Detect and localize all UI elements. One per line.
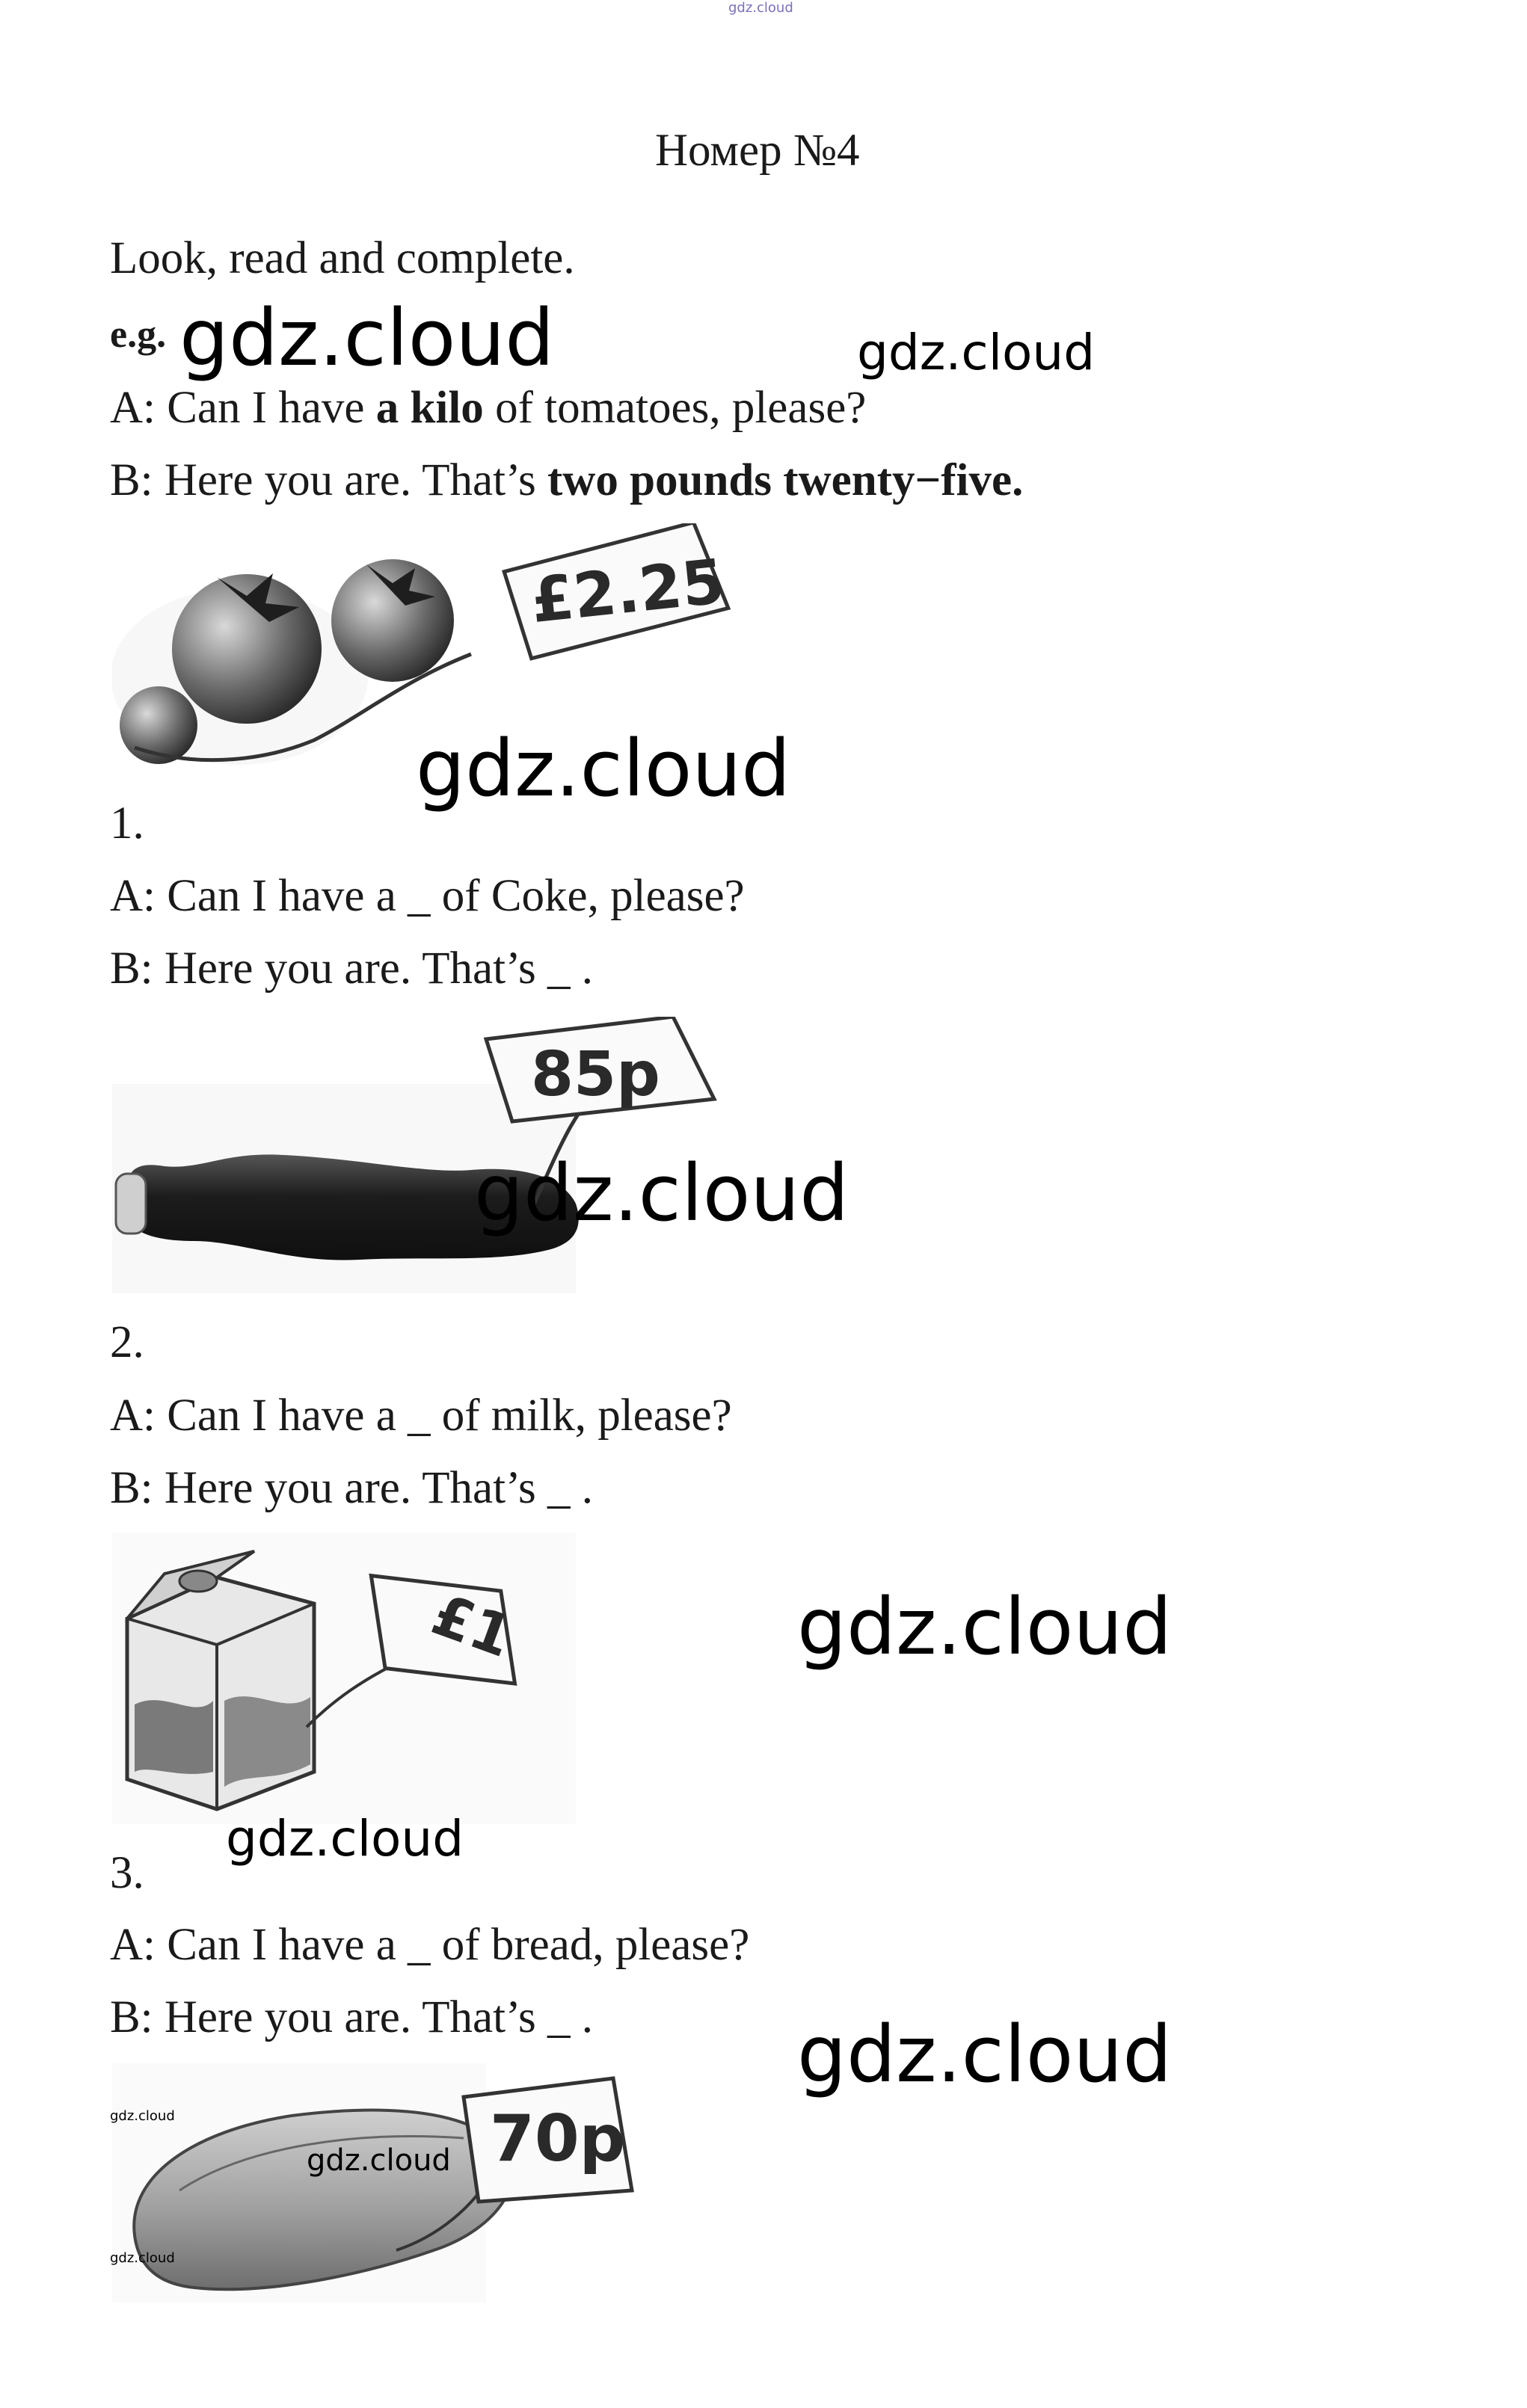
item-2-line-b: B: Here you are. That’s _ . xyxy=(110,1463,593,1513)
page-title: Номер №4 xyxy=(655,126,860,176)
bread-illustration xyxy=(112,2063,680,2303)
watermark: gdz.cloud xyxy=(797,1581,1173,1672)
milk-price-tag: £1 xyxy=(423,1580,521,1671)
item-1-line-b: B: Here you are. That’s _ . xyxy=(110,943,593,994)
item-1-number: 1. xyxy=(110,798,144,849)
item-2-line-a: A: Can I have a _ of milk, please? xyxy=(110,1391,732,1441)
watermark: gdz.cloud xyxy=(474,1148,849,1239)
example-line-a-prefix: A: Can I have xyxy=(110,383,376,433)
item-3-number: 3. xyxy=(110,1848,144,1898)
example-line-b-bold: two pounds twenty−five. xyxy=(547,455,1024,505)
watermark: gdz.cloud xyxy=(110,2250,175,2266)
item-3-line-b: B: Here you are. That’s _ . xyxy=(110,1992,593,2042)
example-line-a xyxy=(110,381,866,435)
watermark: gdz.cloud xyxy=(110,2108,175,2124)
example-label: e.g. xyxy=(110,313,167,356)
example-line-b-prefix: B: Here you are. That’s xyxy=(110,455,547,505)
watermark: gdz.cloud xyxy=(416,723,791,814)
example-line-a-bold: a kilo xyxy=(375,383,484,433)
milk-carton-illustration xyxy=(112,1533,591,1824)
watermark: gdz.cloud xyxy=(307,2143,451,2178)
example-line-a-suffix: of tomatoes, please? xyxy=(483,383,867,433)
watermark: gdz.cloud xyxy=(857,324,1096,381)
item-2-number: 2. xyxy=(110,1317,144,1367)
watermark: gdz.cloud xyxy=(226,1810,464,1867)
instruction: Look, read and complete. xyxy=(110,233,575,283)
tomato-price-tag: £2.25 xyxy=(527,546,728,638)
tomato-medium xyxy=(331,559,454,682)
item-1-line-a: A: Can I have a _ of Coke, please? xyxy=(110,871,745,921)
bread-price-tag: 70p xyxy=(490,2101,626,2176)
watermark: gdz.cloud xyxy=(179,292,555,384)
top-watermark: gdz.cloud xyxy=(728,0,793,16)
item-3-line-a: A: Can I have a _ of bread, please? xyxy=(110,1920,750,1970)
coke-price-tag: 85p xyxy=(531,1039,660,1110)
watermark: gdz.cloud xyxy=(797,2009,1173,2100)
example-line-b xyxy=(110,454,1023,508)
